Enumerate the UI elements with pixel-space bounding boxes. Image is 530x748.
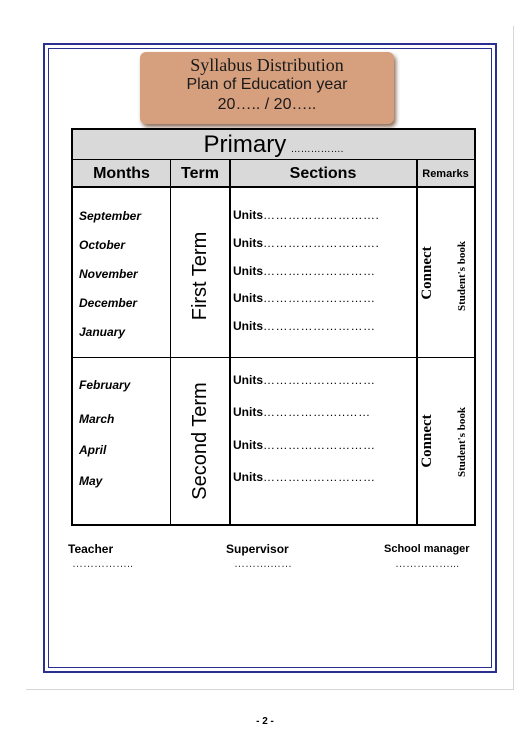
unit-line: Units……………………… <box>233 438 376 452</box>
title-line-1: Syllabus Distribution <box>190 55 344 75</box>
first-term-book: Student's book <box>456 241 468 312</box>
unit-line: Units………………..…… <box>233 405 371 419</box>
header-months: Months <box>73 160 170 188</box>
manager-dots: ……………... <box>395 558 460 570</box>
month-january: January <box>79 325 126 339</box>
primary-label: Primary <box>203 131 287 158</box>
unit-line: Units……………………… <box>233 319 376 333</box>
unit-line: Units……………………… <box>233 264 376 278</box>
month-march: March <box>79 412 115 426</box>
unit-line: Units………………………. <box>233 208 380 222</box>
month-october: October <box>79 238 126 252</box>
unit-line: Units………………………. <box>233 236 380 250</box>
manager-label: School manager <box>384 543 470 555</box>
header-term: Term <box>171 160 229 188</box>
header-remarks: Remarks <box>417 160 474 188</box>
supervisor-label: Supervisor <box>226 542 289 556</box>
second-term-connect: Connect <box>419 414 435 468</box>
month-november: November <box>79 267 138 281</box>
teacher-dots: …………….. <box>72 558 134 570</box>
unit-line: Units……………………… <box>233 470 376 484</box>
second-term-book: Student's book <box>456 407 468 478</box>
first-term-connect: Connect <box>419 246 435 300</box>
divider-term <box>229 160 231 524</box>
second-term-label: Second Term <box>189 382 211 500</box>
title-line-2: Plan of Education year <box>186 76 348 93</box>
primary-dots: ……………. <box>290 144 344 155</box>
unit-line: Units……………………… <box>233 373 376 387</box>
month-may: May <box>79 474 103 488</box>
month-april: April <box>79 443 107 457</box>
syllabus-table <box>71 128 476 526</box>
month-september: September <box>79 209 142 223</box>
unit-line: Units……………………… <box>233 291 376 305</box>
title-banner <box>140 52 394 124</box>
divider-months <box>170 160 171 524</box>
header-sections: Sections <box>230 160 416 188</box>
month-december: December <box>79 296 138 310</box>
page-number: - 2 - <box>256 716 274 727</box>
month-february: February <box>79 378 131 392</box>
term-divider <box>73 357 474 358</box>
supervisor-dots: ……….…… <box>234 558 293 570</box>
title-line-3: 20….. / 20….. <box>217 96 317 113</box>
teacher-label: Teacher <box>68 542 114 556</box>
first-term-label: First Term <box>189 231 211 321</box>
primary-header <box>73 130 474 160</box>
